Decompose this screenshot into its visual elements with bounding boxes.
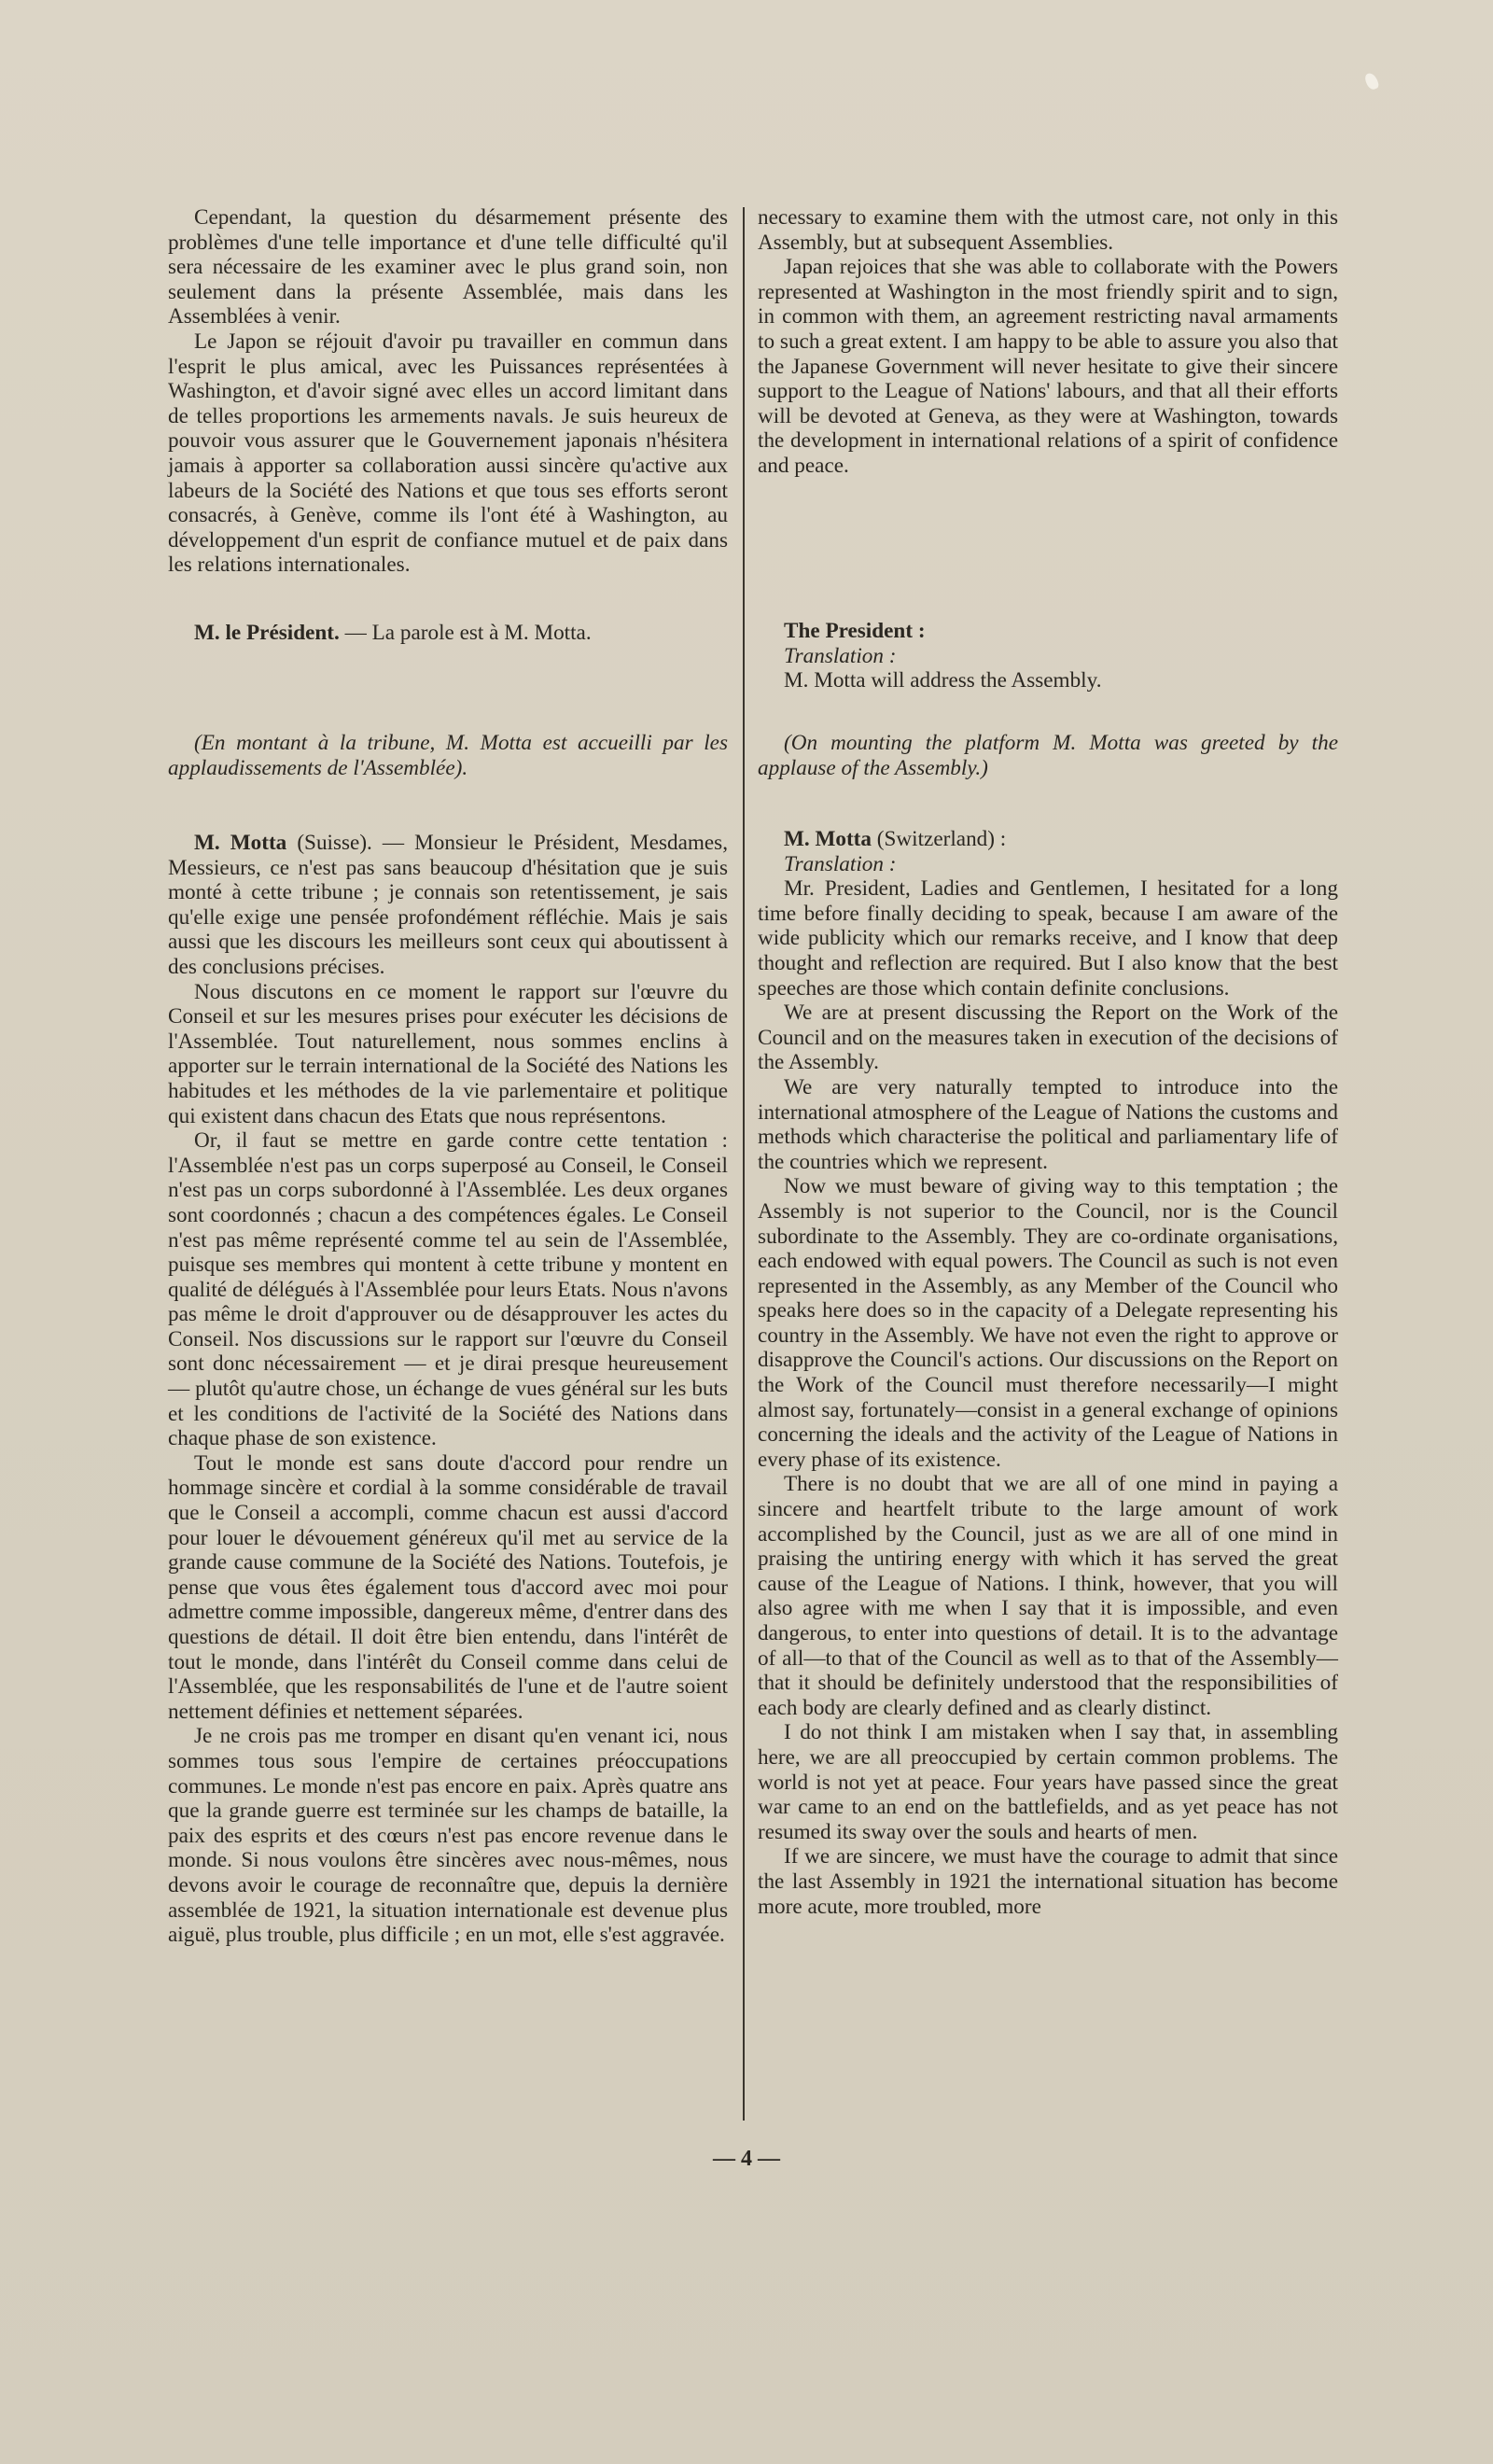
fr-speaker-motta: M. Motta: [194, 831, 287, 855]
en-paragraph: I do not think I am mistaken when I say that, in assembling here, we are all preoccupied by certain common problems. The world is not yet at peace. Four years have passed since the great war came to an end on the battlefields, and as yet peace has not resumed its sway over the souls and hearts of men.: [758, 1720, 1338, 1844]
fr-japan-speech: [168, 205, 728, 578]
fr-paragraph: Nous discutons en ce moment le rapport sur l'œuvre du Conseil et sur les mesures prises pour exécuter les décisions de l'Assemblée. Tout naturellement, nous sommes enclins à apporter sur le terrain international de la Société des Nations les habitudes et les méthodes de la vie parlementaire et politique qui existent dans chacun des Etats que nous représentons.: [168, 979, 728, 1128]
column-divider: [743, 207, 745, 2121]
fr-paragraph: Cependant, la question du désarmement présente des problèmes d'une telle importance et d'une telle difficulté qu'il sera nécessaire de les examiner avec le plus grand soin, non seulement dans la présente Assemblée, mais dans les Assemblées à venir.: [168, 205, 728, 329]
fr-president-line: [168, 621, 728, 646]
paper-blemish: [1363, 71, 1379, 91]
en-paragraph: Japan rejoices that she was able to collaborate with the Powers represented at Washington in the most friendly spirit and to sign, in common with them, an agreement restricting naval armaments to such a great extent. I am happy to be able to assure you also that the Japanese Government will never hesitate to give their sincere support to the League of Nations' labours, and that all their efforts will be devoted at Geneva, as they were at Washington, towards the development in international relations of a spirit of confidence and peace.: [758, 255, 1338, 478]
fr-paragraph: Or, il faut se mettre en garde contre cette tentation : l'Assemblée n'est pas un corps superposé au Conseil, le Conseil n'est pas un corps subordonné à l'Assemblée. Les deux organes sont coordonnés ; chacun a des compétences égales. Le Conseil n'est pas même représenté comme tel au sein de l'Assemblée, puisque ses membres qui montent à cette tribune y montent en qualité de délégués à l'Assemblée pour leurs Etats. Nous n'avons pas même le droit d'approuver ou de désapprouver les actes du Conseil. Nos discussions sur le rapport sur l'œuvre du Conseil sont donc nécessairement — et je dirai presque heureusement — plutôt qu'autre chose, un échange de vues général sur les buts et les conditions de l'activité de la Société des Nations dans chaque phase de son existence.: [168, 1128, 728, 1451]
fr-paragraph: Je ne crois pas me tromper en disant qu'en venant ici, nous sommes tous sous l'empire de certaines préoccupations communes. Le monde n'est pas encore en paix. Après quatre ans que la grande guerre est terminée sur les champs de bataille, la paix des esprits et des cœurs n'est pas encore revenue dans le monde. Si nous voulons être sincères avec nous-mêmes, nous devons avoir le courage de reconnaître que, depuis la dernière assemblée de 1921, la situation internationale est devenue plus aiguë, plus trouble, plus difficile ; en un mot, elle s'est aggravée.: [168, 1724, 728, 1948]
en-stage-direction: (On mounting the platform M. Motta was greeted by the applause of the Assembly.): [758, 731, 1338, 780]
en-president-text: M. Motta will address the Assembly.: [784, 668, 1102, 693]
en-president-block: [758, 619, 1338, 693]
fr-stage-direction: (En montant à la tribune, M. Motta est accueilli par les applaudissements de l'Assemblée).: [168, 731, 728, 780]
fr-speaker-president: M. le Président.: [194, 621, 340, 645]
en-paragraph: We are at present discussing the Report on the Work of the Council and on the measures taken in execution of the decisions of the Assembly.: [758, 1001, 1338, 1075]
fr-paragraph: Le Japon se réjouit d'avoir pu travailler en commun dans l'esprit le plus amical, avec les Puissances représentées à Washington, et d'avoir signé avec elles un accord limitant dans de telles proportions les armements navals. Je suis heureux de pouvoir vous assurer que le Gouvernement japonais n'hésitera jamais à apporter sa collaboration aussi sincère qu'active aux labeurs de la Société des Nations et que tous ses efforts seront consacrés, à Genève, comme ils l'ont été à Washington, au développement d'un esprit de confiance mutuel et de paix dans les relations internationales.: [168, 329, 728, 578]
en-speaker-president: The President :: [784, 619, 926, 643]
en-motta-speech: [758, 827, 1338, 1919]
fr-paragraph: Tout le monde est sans doute d'accord pour rendre un hommage sincère et cordial à la somme considérable de travail que le Conseil a accompli, comme chacun est aussi d'accord pour louer le dévouement généreux qu'il met au service de la grande cause commune de la Société des Nations. Toutefois, je pense que vous êtes également tous d'accord avec moi pour admettre comme impossible, dangereux même, d'entrer dans des questions de détail. Il doit être bien entendu, dans l'intérêt de tout le monde, dans l'intérêt du Conseil comme dans celui de l'Assemblée, que les responsabilités de l'une et de l'autre soient nettement définies et nettement séparées.: [168, 1450, 728, 1724]
en-speaker-motta: M. Motta: [784, 827, 872, 851]
en-paragraph: necessary to examine them with the utmost care, not only in this Assembly, but at subsequent Assemblies.: [758, 205, 1338, 255]
en-japan-speech: [758, 205, 1338, 479]
en-paragraph: If we are sincere, we must have the courage to admit that since the last Assembly in 1921 the international situation has become more acute, more troubled, more: [758, 1844, 1338, 1919]
en-paragraph: Mr. President, Ladies and Gentlemen, I hesitated for a long time before finally deciding to speak, because I am aware of the wide publicity which our remarks receive, and I know that deep thought and reflection are required. But I also know that the best speeches are those which contain definite conclusions.: [758, 876, 1338, 1001]
en-translation-label: Translation :: [784, 643, 897, 668]
en-paragraph: There is no doubt that we are all of one mind in paying a sincere and heartfelt tribute to the large amount of work accomplished by the Council, just as we are all of one mind in praising the untiring energy with which it has served the great cause of the League of Nations. I think, however, that you will also agree with me when I say that it is impossible, and even dangerous, to enter into questions of detail. It is to the advantage of all—to that of the Council as well as to that of the Assembly—that it should be definitely understood that the responsibilities of each body are clearly defined and as clearly distinct.: [758, 1472, 1338, 1720]
en-speaker-country: (Switzerland) :: [872, 827, 1007, 851]
en-translation-label: Translation :: [784, 851, 897, 876]
fr-president-text: — La parole est à M. Motta.: [339, 621, 592, 645]
fr-speaker-country: (Suisse).: [286, 831, 372, 855]
en-paragraph: We are very naturally tempted to introduce into the international atmosphere of the League of Nations the customs and methods which characterise the political and parliamentary life of the countries which we represent.: [758, 1074, 1338, 1174]
page-number: — 4 —: [713, 2147, 780, 2171]
fr-motta-speech: [168, 831, 728, 1948]
fr-paragraph: — Monsieur le Président, Mesdames, Messieurs, ce n'est pas sans beaucoup d'hésitation que je suis monté à cette tribune ; je connais son retentissement, je sais qu'elle exige une pensée profondément réfléchie. Mais je sais aussi que les discours les meilleurs sont ceux qui aboutissent à des conclusions précises.: [168, 831, 729, 979]
en-paragraph: Now we must beware of giving way to this temptation ; the Assembly is not superior to the Council, nor is the Council subordinate to the Assembly. They are co-ordinate organisations, each endowed with equal powers. The Council as such is not even represented in the Assembly, as any Member of the Council who speaks here does so in the capacity of a Delegate representing his country in the Assembly. We have not even the right to approve or disapprove the Council's actions. Our discussions on the Report on the Work of the Council must therefore necessarily—I might almost say, fortunately—consist in a general exchange of opinions concerning the ideals and the activity of the League of Nations in every phase of its existence.: [758, 1174, 1338, 1472]
